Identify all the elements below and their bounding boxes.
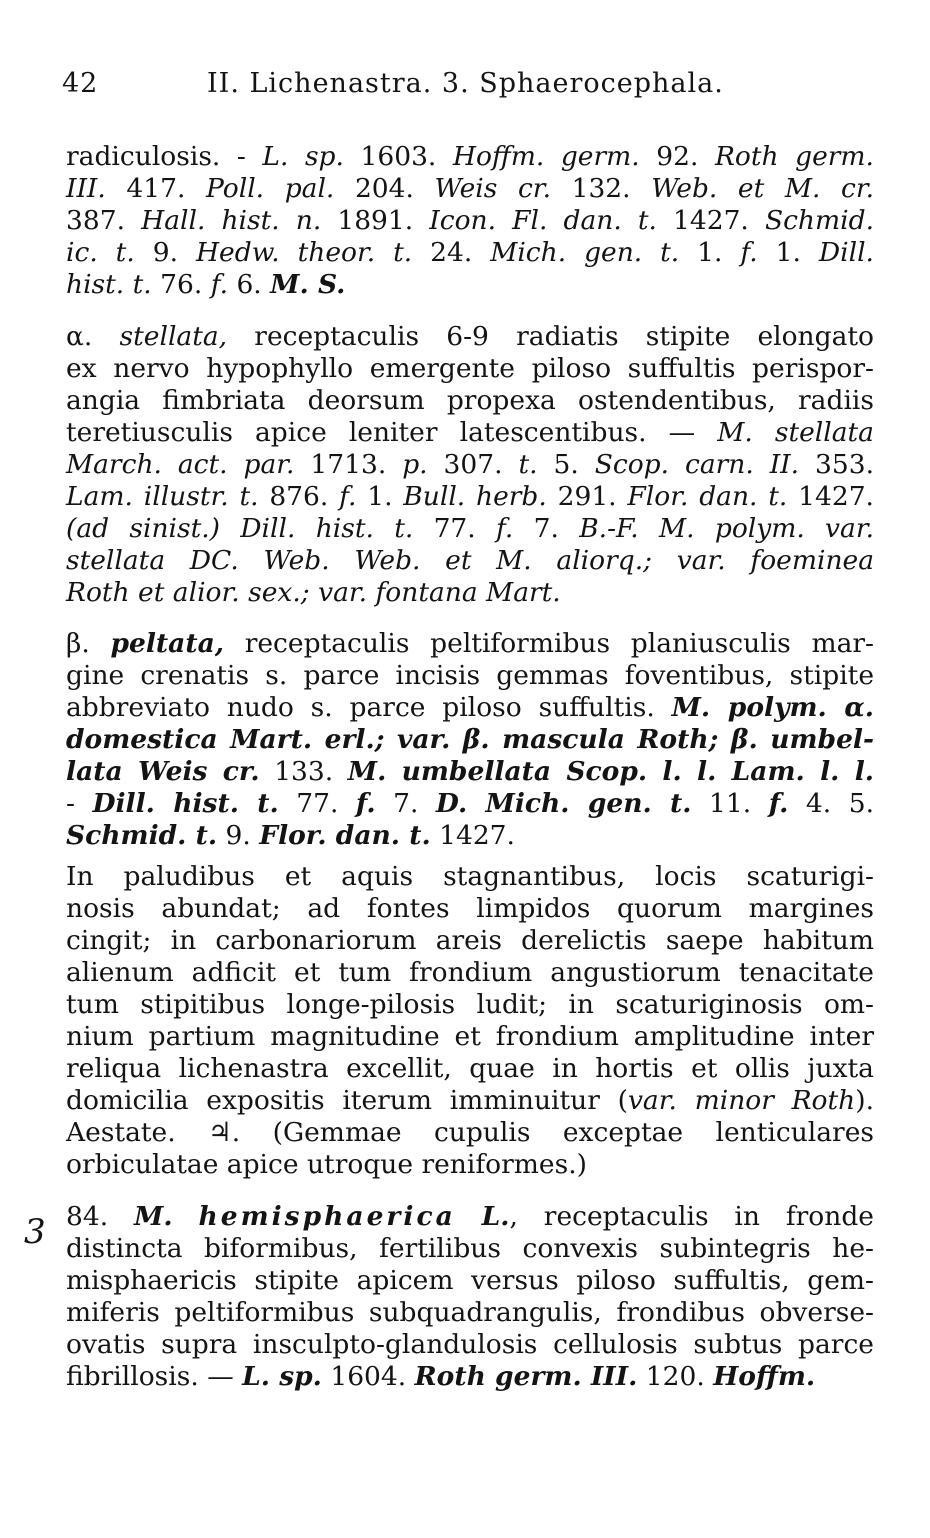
text-line (66, 204, 874, 237)
text-segment: 307. (427, 449, 519, 480)
text-segment: Hoffm. (713, 1361, 816, 1392)
text-line (66, 1328, 874, 1361)
text-segment: stellata DC. Web. Web. et M. aliorq.; var. foeminea (66, 545, 874, 576)
text-segment: 120. (637, 1361, 714, 1392)
text-line (66, 627, 874, 660)
text-segment: distincta biformibus, fertilibus convexis subintegris he- (66, 1233, 874, 1264)
text-segment: Web. et M. cr. (651, 173, 875, 204)
text-segment: M. S. (270, 269, 346, 300)
text-segment: L. sp. (262, 141, 344, 172)
text-segment: t. (518, 449, 538, 480)
text-segment: 1. (356, 481, 404, 512)
text-line (66, 448, 874, 481)
text-segment: L. (481, 1201, 510, 1232)
text-segment: abbreviato nudo s. parce piloso suffultis. (66, 692, 672, 723)
text-segment: 7. (375, 788, 436, 819)
text-line (66, 140, 874, 173)
running-header (62, 68, 862, 108)
text-segment: Scop. carn. II. (594, 449, 800, 480)
text-segment: f. (768, 788, 789, 819)
text-segment: 1603. (343, 141, 453, 172)
text-segment: 4. 5. (788, 788, 875, 819)
text-segment: Dill. (818, 237, 874, 268)
text-segment: M. polym. α. (671, 692, 874, 723)
text-segment: Lam. illustr. t. (66, 481, 259, 512)
text-segment: 5. (537, 449, 595, 480)
text-segment: M. (134, 1201, 173, 1232)
text-segment: Hedw. theor. t. (195, 237, 413, 268)
text-segment: D. Mich. gen. t. (435, 788, 692, 819)
text-segment: angia fimbriata deorsum propexa ostendentibus, radiis (66, 385, 874, 416)
text-line (66, 787, 874, 820)
text-segment: 84. (66, 1201, 135, 1232)
text-segment: f. (210, 269, 229, 300)
text-line (66, 1020, 874, 1053)
text-segment: domestica Mart. erl.; var. β. mascula Roth; β. umbel- (66, 724, 874, 755)
text-segment: f. (339, 481, 357, 512)
text-segment: Roth germ. (714, 141, 874, 172)
text-segment: 1891. (321, 205, 430, 236)
text-segment: stellata, (119, 321, 228, 352)
text-segment: Weis cr. (434, 173, 551, 204)
page-number: 42 (62, 68, 99, 99)
text-line (66, 1232, 874, 1265)
text-segment: 1427. (787, 481, 874, 512)
text-segment: cingit; in carbonariorum areis derelictis saepe habitum (66, 925, 874, 956)
text-line (66, 352, 874, 385)
text-segment: Flor. dan. t. (259, 820, 431, 851)
text-segment: 1. (757, 237, 819, 268)
text-segment: Icon. Fl. dan. t. (429, 205, 657, 236)
text-line (66, 659, 874, 692)
text-line (66, 544, 874, 577)
text-segment: lata Weis cr. (66, 756, 260, 787)
text-segment: 133. (259, 756, 348, 787)
text-segment: Schmid. (764, 205, 874, 236)
text-line (66, 512, 874, 545)
text-segment: 1713. (294, 449, 403, 480)
text-segment: miferis peltiformibus subquadrangulis, frondibus obverse- (66, 1297, 874, 1328)
text-segment: nium partium magnitudine et frondium amplitudine inter (66, 1021, 874, 1052)
text-line (66, 1264, 874, 1297)
text-segment: β. (66, 628, 111, 659)
text-segment: Aestate. ♃. (Gemmae cupulis exceptae lenticulares (66, 1117, 874, 1148)
text-line (66, 1200, 874, 1233)
text-segment: Hall. hist. n. (141, 205, 322, 236)
text-segment: 353. (799, 449, 875, 480)
text-segment: 6. (228, 269, 271, 300)
text-segment: reliqua lichenastra excellit, quae in hortis et ollis juxta (66, 1053, 874, 1084)
text-line (66, 1052, 874, 1085)
text-segment: receptaculis peltiformibus planiusculis mar- (223, 628, 874, 659)
text-segment: ex nervo hypophyllo emergente piloso suffultis perispor- (66, 353, 874, 384)
text-line (66, 1360, 874, 1393)
text-line (66, 892, 874, 925)
text-line (66, 988, 874, 1021)
text-segment: f. (496, 513, 514, 544)
text-line (66, 576, 874, 609)
text-segment: 77. (413, 513, 497, 544)
text-segment: 876. (258, 481, 340, 512)
text-line (66, 723, 874, 756)
text-segment: 11. (691, 788, 769, 819)
text-segment: fibrillosis. — (66, 1361, 243, 1392)
text-line (66, 860, 874, 893)
text-segment: - (66, 788, 93, 819)
text-segment: domicilia expositis iterum imminuitur ( (66, 1085, 628, 1116)
text-segment: 417. (105, 173, 207, 204)
text-line (66, 480, 874, 513)
text-segment: orbiculatae apice utroque reniformes.) (66, 1149, 587, 1180)
text-segment: 7. (513, 513, 580, 544)
text-segment: Hoffm. germ. (452, 141, 640, 172)
text-segment: 77. (278, 788, 356, 819)
text-line (66, 384, 874, 417)
text-segment: alienum adficit et tum frondium angustiorum tenacitate (66, 957, 874, 988)
text-segment: 1604. (321, 1361, 415, 1392)
text-segment: Dill. hist. t. (92, 788, 279, 819)
text-line (66, 268, 874, 301)
text-segment: M. umbellata Scop. l. l. Lam. l. l. (347, 756, 874, 787)
text-segment: 76. (151, 269, 211, 300)
text-segment: 1427. (430, 820, 515, 851)
text-line (66, 416, 874, 449)
text-segment: ovatis supra insculpto-glandulosis cellulosis subtus parce (66, 1329, 874, 1360)
text-segment: (ad sinist.) Dill. hist. t. (66, 513, 414, 544)
text-line (66, 1084, 874, 1117)
text-segment: Bull. herb. (403, 481, 547, 512)
text-line (66, 1296, 874, 1329)
text-segment: hemisphaerica (198, 1201, 456, 1232)
text-segment: L. sp. (242, 1361, 322, 1392)
text-line (66, 956, 874, 989)
text-segment (173, 1201, 199, 1232)
text-segment: 1. (679, 237, 741, 268)
text-segment (456, 1201, 482, 1232)
text-segment: March. act. par. (66, 449, 295, 480)
text-segment: Flor. dan. t. (627, 481, 788, 512)
text-line (66, 236, 874, 269)
text-line (66, 755, 874, 788)
text-segment: f. (355, 788, 376, 819)
text-segment: 24. (412, 237, 491, 268)
text-line (66, 1116, 874, 1149)
text-segment: gine crenatis s. parce incisis gemmas foventibus, stipite (66, 660, 874, 691)
text-segment: var. minor Roth (627, 1085, 856, 1116)
text-segment: 9. (217, 820, 260, 851)
text-line (66, 1148, 874, 1181)
text-segment: α. (66, 321, 120, 352)
running-title: II. Lichenastra. 3. Sphaerocephala. (207, 68, 724, 99)
text-segment: Schmid. t. (66, 820, 218, 851)
text-segment: 132. (551, 173, 652, 204)
text-line (66, 172, 874, 205)
text-segment: Mich. gen. t. (490, 237, 680, 268)
text-segment: 387. (66, 205, 142, 236)
text-segment: III. (66, 173, 106, 204)
text-segment: teretiusculis apice leniter latescentibus. — (66, 417, 718, 448)
text-segment: 9. (134, 237, 196, 268)
text-segment: Roth germ. III. (414, 1361, 638, 1392)
text-segment: f. (740, 237, 758, 268)
text-segment: receptaculis 6-9 radiatis stipite elongato (227, 321, 874, 352)
text-line (66, 691, 874, 724)
text-segment: , receptaculis in fronde (509, 1201, 874, 1232)
text-segment: Roth et alior. sex.; var. fontana Mart. (66, 577, 561, 608)
margin-annotation: 3 (24, 1212, 46, 1252)
text-line (66, 924, 874, 957)
text-segment: 204. (334, 173, 435, 204)
text-segment: ic. t. (66, 237, 135, 268)
text-segment: Poll. pal. (206, 173, 335, 204)
text-segment: B.-F. M. polym. var. (579, 513, 875, 544)
text-line (66, 320, 874, 353)
text-segment: nosis abundat; ad fontes limpidos quorum margines (66, 893, 874, 924)
text-line (66, 819, 874, 852)
text-segment: peltata, (110, 628, 224, 659)
text-segment: 92. (639, 141, 715, 172)
text-segment: misphaericis stipite apicem versus piloso suffultis, gem- (66, 1265, 874, 1296)
text-segment: M. stellata (717, 417, 874, 448)
text-segment: In paludibus et aquis stagnantibus, locis scaturigi- (66, 861, 874, 892)
text-segment: radiculosis. - (66, 141, 263, 172)
text-segment: hist. t. (66, 269, 152, 300)
text-segment: ). (855, 1085, 874, 1116)
text-segment: 291. (546, 481, 628, 512)
text-segment: p. (402, 449, 428, 480)
text-segment: 1427. (656, 205, 765, 236)
text-segment: tum stipitibus longe-pilosis ludit; in scaturiginosis om- (66, 989, 874, 1020)
